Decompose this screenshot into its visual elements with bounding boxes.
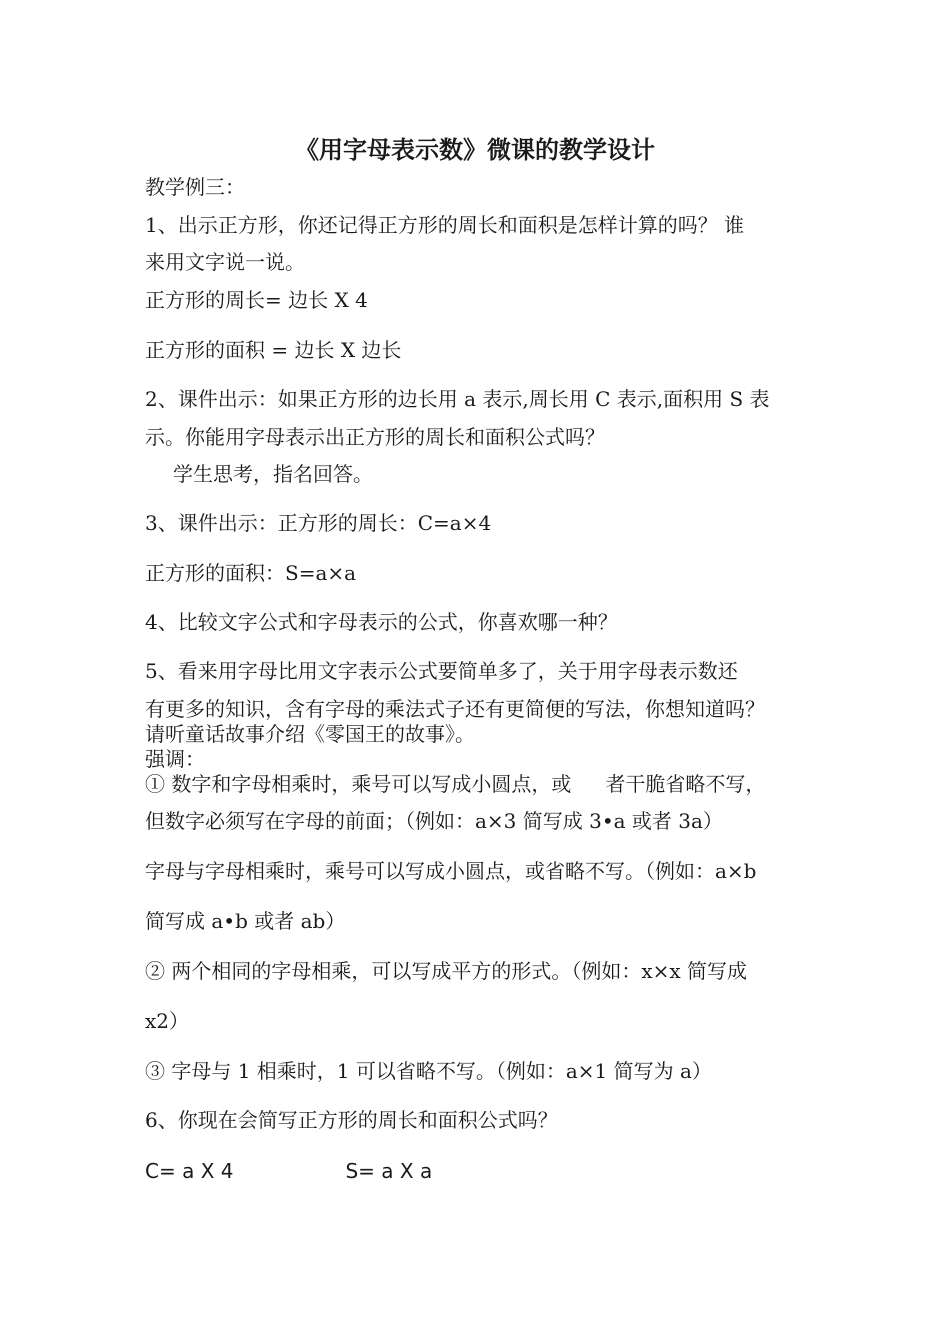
rule-2-line-2: x2） — [145, 1009, 190, 1033]
step-3-area-formula: 正方形的面积：S=a×a — [145, 561, 357, 585]
rule-1-line-2: 但数字必须写在字母的前面；（例如：a×3 简写成 3•a 或者 3a） — [145, 809, 723, 833]
step-5-line-3: 请听童话故事介绍《零国王的故事》。 — [145, 722, 475, 746]
step-1-line-2: 来用文字说一说。 — [145, 250, 305, 274]
step-2-line-1: 2、课件出示：如果正方形的边长用 a 表示,周长用 C 表示,面积用 S 表 — [145, 387, 770, 411]
rule-1-line-1 — [145, 770, 765, 798]
step-1-line-1: 1、出示正方形，你还记得正方形的周长和面积是怎样计算的吗？ 谁 — [145, 213, 745, 237]
step-3-perimeter-formula: 3、课件出示：正方形的周长：C=a×4 — [145, 511, 492, 535]
rule-1-line-3: 字母与字母相乘时，乘号可以写成小圆点，或省略不写。（例如：a×b — [145, 859, 757, 883]
step-4-line: 4、比较文字公式和字母表示的公式，你喜欢哪一种？ — [145, 610, 618, 634]
step-5-line-1: 5、看来用字母比用文字表示公式要简单多了，关于用字母表示数还 — [145, 659, 738, 683]
emphasis-heading: 强调： — [145, 747, 205, 771]
rule-1-line-4: 简写成 a•b 或者 ab） — [145, 909, 346, 933]
rule-1-line-1-part-a: ① 数字和字母相乘时，乘号可以写成小圆点，或 — [145, 772, 572, 796]
student-answer-note: 学生思考，指名回答。 — [173, 462, 373, 486]
final-formulas-line — [145, 1157, 432, 1185]
area-letter-formula: S= a X a — [345, 1159, 433, 1183]
step-5-line-2: 有更多的知识，含有字母的乘法式子还有更简便的写法，你想知道吗？ — [145, 697, 765, 721]
document-title: 《用字母表示数》微课的教学设计 — [295, 135, 655, 164]
rule-2-line-1: ② 两个相同的字母相乘，可以写成平方的形式。（例如：x×x 简写成 — [145, 959, 748, 983]
perimeter-letter-formula: C= a X 4 — [145, 1159, 234, 1183]
step-6-line: 6、你现在会简写正方形的周长和面积公式吗？ — [145, 1108, 558, 1132]
perimeter-text-formula: 正方形的周长= 边长 X 4 — [145, 288, 368, 312]
area-text-formula: 正方形的面积 = 边长 X 边长 — [145, 338, 402, 362]
step-2-line-2: 示。你能用字母表示出正方形的周长和面积公式吗？ — [145, 425, 605, 449]
rule-3-line: ③ 字母与 1 相乘时，1 可以省略不写。（例如：a×1 简写为 a） — [145, 1059, 712, 1083]
example-heading: 教学例三： — [145, 175, 245, 199]
rule-1-line-1-part-b: 者干脆省略不写， — [605, 772, 766, 796]
